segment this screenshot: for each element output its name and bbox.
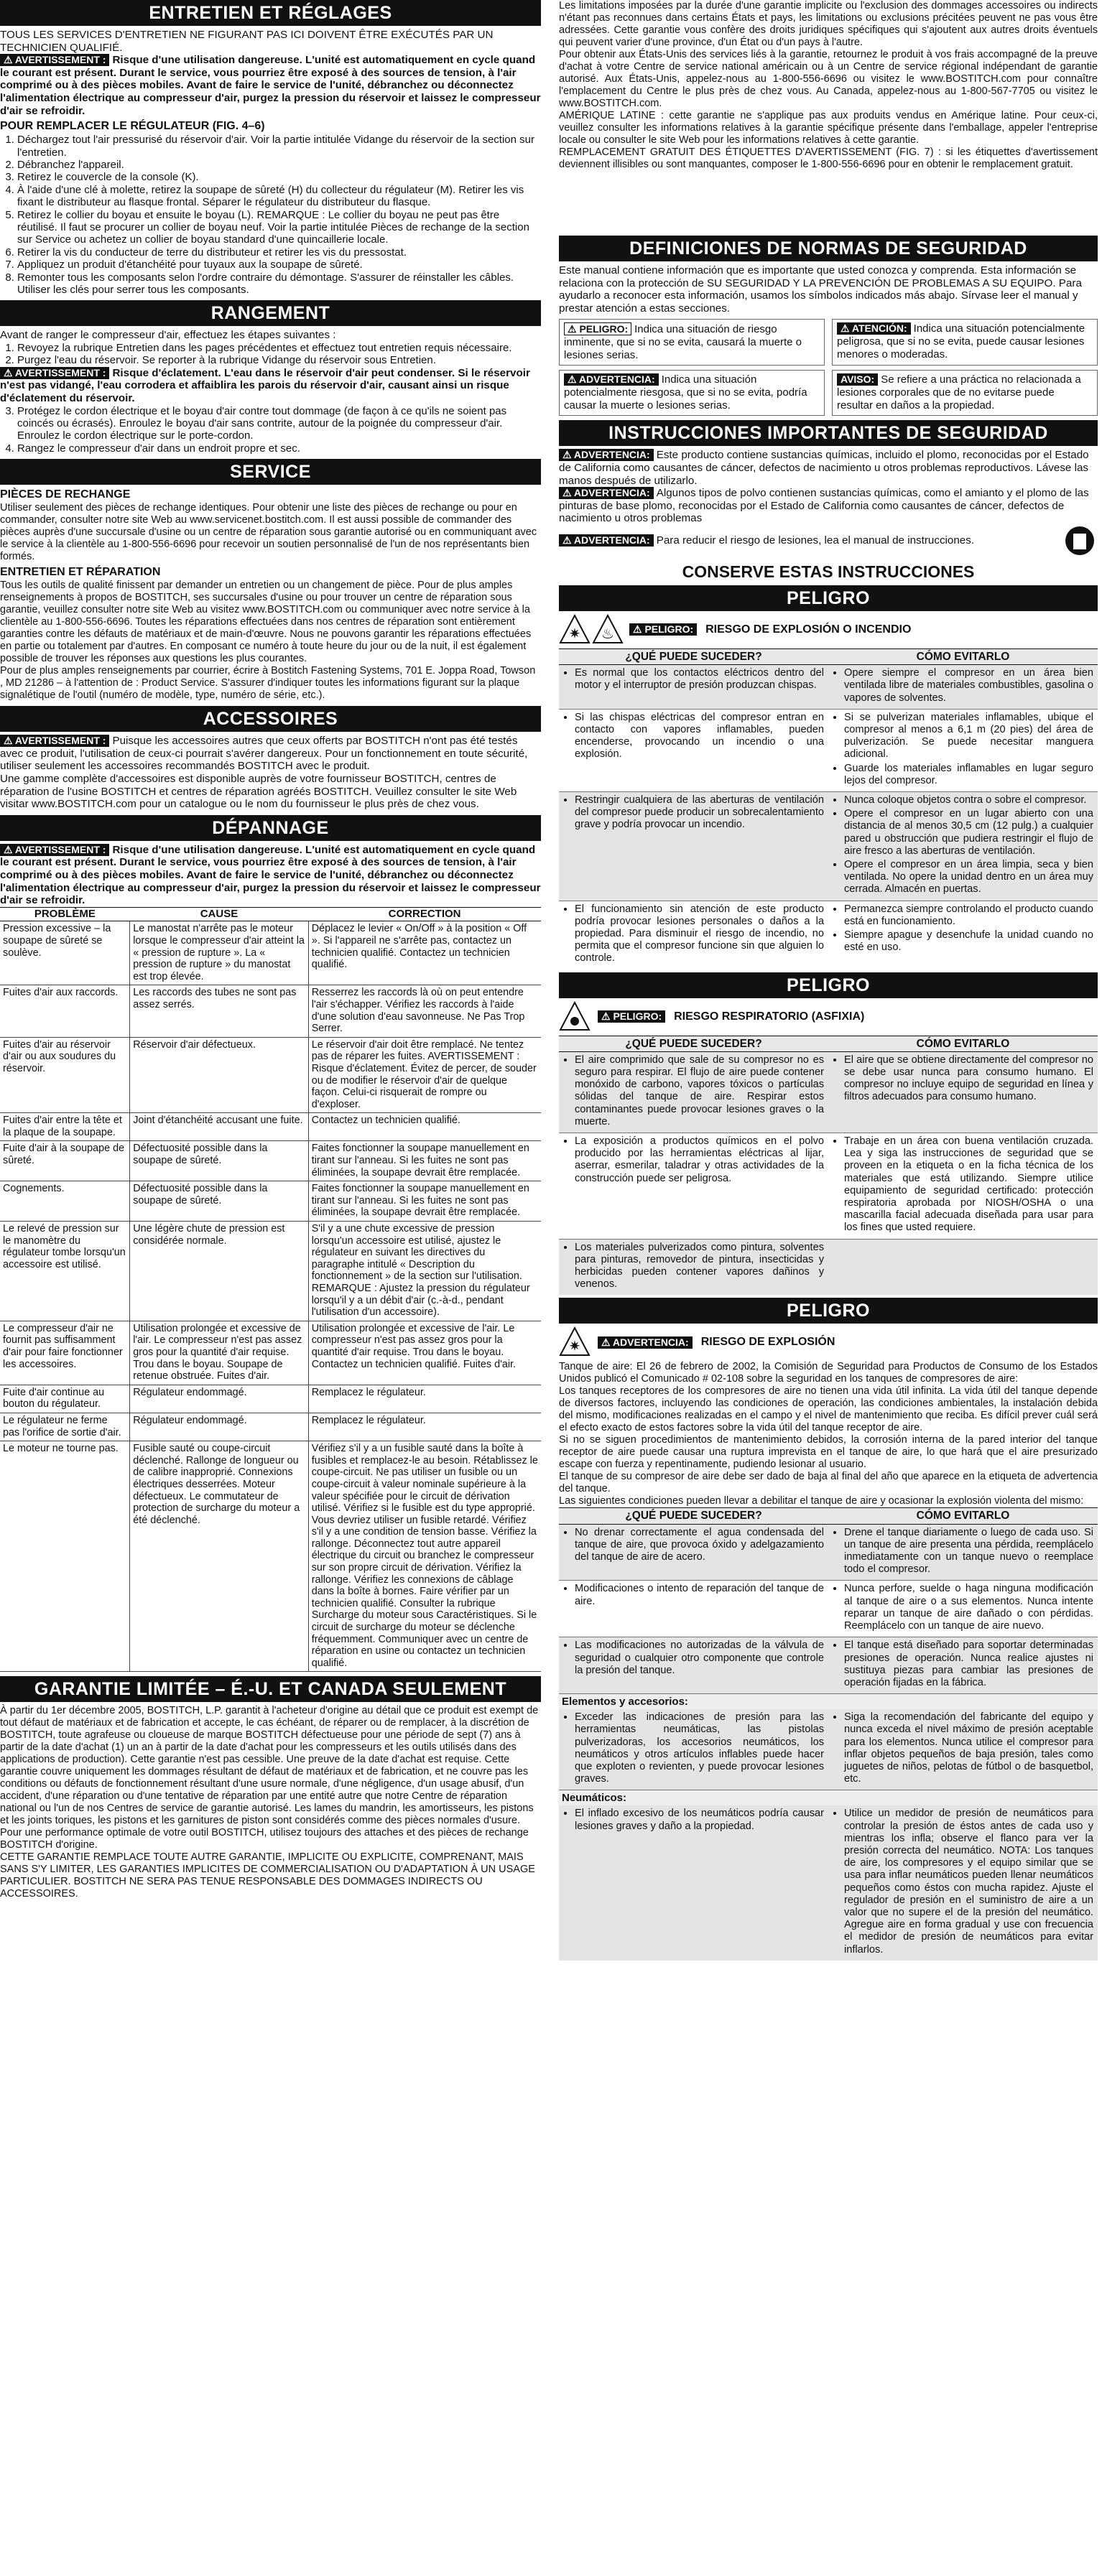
- hazard-table-neumaticos: [559, 1805, 1098, 1960]
- list-item: 1. Revoyez la rubrique Entretien dans les pages précédentes et effectuez tout entretien requis nécessaire.: [17, 342, 541, 354]
- instr-2: Algunos tipos de polvo contienen sustancias químicas, como el amianto y el plomo de las pinturas de base plomo, reconocidas por el Estado de California como causantes de cáncer, defectos de nacimiento u otros problemas: [559, 487, 1089, 525]
- tanque-text5: Las siguientes condiciones pueden llevar a debilitar el tanque de aire y ocasionar la explosión violenta del mismo:: [559, 1495, 1084, 1507]
- table-cell: Réservoir d'air défectueux.: [130, 1037, 308, 1113]
- troubleshooting-table: [0, 907, 541, 1673]
- hazard-row: [559, 1805, 1098, 1960]
- read-manual-icon: [1062, 525, 1098, 557]
- instr-3: Para reducir el riesgo de lesiones, lea el manual de instrucciones.: [656, 534, 975, 547]
- hazard-how: • Guarde los materiales inflamables en lugar seguro lejos del compresor.: [844, 763, 1093, 787]
- hazard-row: [559, 1524, 1098, 1581]
- hazard-table-elementos: [559, 1709, 1098, 1790]
- conserve-heading: CONSERVE ESTAS INSTRUCCIONES: [682, 562, 975, 581]
- heading-instrucciones: INSTRUCCIONES IMPORTANTES DE SEGURIDAD: [559, 420, 1098, 446]
- remplacement-text: REMPLACEMENT GRATUIT DES ÉTIQUETTES D'AVERTISSEMENT (FIG. 7) : si les étiquettes d'avertissement deviennent illisibles ou sont manquantes, composer le 1-800-556-6696 pour en obtenir le remplacement gratuit.: [559, 147, 1098, 170]
- table-row: [0, 921, 541, 985]
- col-correction: CORRECTION: [308, 907, 541, 921]
- table-cell: Joint d'étanchéité accusant une fuite.: [130, 1113, 308, 1141]
- table-cell: Faites fonctionner la soupape manuellement en tirant sur l'anneau. Si les fuites ne sont pas éliminées, la soupape devrait être remplacée.: [308, 1141, 541, 1181]
- svg-text:♨: ♨: [601, 626, 614, 642]
- table-cell: Déplacez le levier « On/Off » à la position « Off ». Si l'appareil ne s'arrête pas, contactez un technicien qualifié. Contactez un technicien qualifié.: [308, 921, 541, 985]
- table-cell: Fusible sauté ou coupe-circuit déclenché. Rallonge de longueur ou de calibre inapproprié. Connexions électriques desserrées. Moteur défectueux. Le commutateur de protection de surcharge du moteur a été déclenché.: [130, 1441, 308, 1672]
- instr-1: Este producto contiene sustancias químicas, incluido el plomo, reconocidas por el Estado de California como causantes de cáncer, defectos de nacimiento u otros problemas reproductivos. Lávese las manos después de utilizarlo.: [559, 449, 1089, 487]
- svg-text:✷: ✷: [568, 626, 581, 642]
- list-item: 4. Rangez le compresseur d'air dans un endroit propre et sec.: [17, 442, 541, 455]
- heading-regulateur: POUR REMPLACER LE RÉGULATEUR (FIG. 4–6): [0, 120, 265, 133]
- list-item: 3. Protégez le cordon électrique et le boyau d'air contre tout dommage (de façon à ce qu'ils ne soient pas coincés ou écrasés). Enroulez le boyau d'air sans contrite, autour de la poignée du compresseur d'air. Enroulez le cordon électrique sur le porte-cordon.: [17, 405, 541, 442]
- heading-definiciones: DEFINICIONES DE NORMAS DE SEGURIDAD: [559, 236, 1098, 261]
- heading-entretien-reparation: ENTRETIEN ET RÉPARATION: [0, 566, 161, 579]
- garantie-text2: CETTE GARANTIE REMPLACE TOUTE AUTRE GARANTIE, IMPLICITE OU EXPLICITE, COMPRENANT, MAIS SANS S'Y LIMITER, LES GARANTIES IMPLICITES DE COMMERCIALISATION OU D'ADAPTATION À UN USAGE PARTICULIER. BOSTITCH NE SERA PAS TENUE RESPONSABLE DES DOMMAGES INDIRECTS OU ACCESSOIRES.: [0, 1851, 535, 1900]
- hazard-how: • Utilice un medidor de presión de neumáticos para controlar la presión de éstos antes de cada uso y mientras los infla; observe el flanco para ver la presión correcta del neumático. NOTA: Los tanques de aire, los compresores y el equipo similar que se usa para inflar neumáticos pueden llenar neumáticos pequeños como éstos con mucha rapidez. Ajuste el regulador de presión en el suministro de aire a un valor que no supere el de la presión del neumático. Agregue aire en forma gradual y use con frecuencia el medidor de presión de neumáticos para evitar inflarlos.: [844, 1808, 1093, 1956]
- left-column: [0, 0, 541, 1900]
- list-item: 5. Retirez le collier du boyau et ensuite le boyau (L). REMARQUE : Le collier du boyau ne peut pas être réutilisé. Il faut se procurer un collier de boyau neuf. Voir la partie intitulée Pièces de rechange de la section sur Service ou achetez un collier de boyau standard d'une quincaillerie locale.: [17, 209, 541, 246]
- definiciones-text: Este manual contiene información que es importante que usted conozca y comprenda. Esta información se relaciona con la protección de SU SEGURIDAD Y LA PREVENCIÓN DE PROBLEMAS A SU EQUIPO. Para ayudarlo a reconocer esta información, usamos los símbolos indicados más abajo. Sírvase leer el manual y prestar atención a estas secciones.: [559, 264, 1082, 315]
- tanque-text2: Los tanques receptores de los compresores de aire no tienen una vida útil infinita. La vida útil del tanque depende de diversos factores, incluyendo las condiciones de operación, las condiciones ambientales, la instalación debida del mismo, modificaciones realizadas en el campo y el nivel de mantenimiento que reciba. Es difícil prever cuál será el efecto exacto de estos factores sobre la vida útil del tanque receptor de aire.: [559, 1385, 1098, 1434]
- table-cell: Resserrez les raccords là où on peut entendre l'air s'échapper. Vérifiez les raccords à l'aide d'une solution d'eau savonneuse. Ne Pas Trop Serrer.: [308, 985, 541, 1037]
- table-cell: Le relevé de pression sur le manomètre du régulateur tombe lorsqu'un accessoire est utilisé.: [0, 1222, 130, 1321]
- warning-label: ⚠ AVERTISSEMENT :: [0, 735, 109, 747]
- hazard-what: • Es normal que los contactos eléctricos dentro del motor y el interruptor de presión produzcan chispas.: [575, 667, 824, 692]
- accessoires-warning: Puisque les accessoires autres que ceux offerts par BOSTITCH n'ont pas été testés avec ce produit, l'utilisation de ceux-ci pourrait s'avérer dangereux. Pour un fonctionnement en toute sécurité, utiliser seulement les accessoires recommandés BOSTITCH avec le produit.: [0, 735, 528, 773]
- list-item: 2. Débranchez l'appareil.: [17, 159, 541, 171]
- neumaticos-label: Neumáticos:: [559, 1790, 1098, 1805]
- table-cell: Une légère chute de pression est considérée normale.: [130, 1222, 308, 1321]
- hazard-row: [559, 1581, 1098, 1637]
- list-item: 8. Remonter tous les composants selon l'ordre contraire du démontage. S'assurer de réinstaller les câbles. Utiliser les clés pour serrer tous les composants.: [17, 271, 541, 297]
- table-cell: Régulateur endommagé.: [130, 1413, 308, 1441]
- elementos-label: Elementos y accesorios:: [559, 1693, 1098, 1709]
- list-item: 1. Déchargez tout l'air pressurisé du réservoir d'air. Voir la partie intitulée Vidange du réservoir de la section sur l'entretien.: [17, 134, 541, 159]
- hazard-how: • Si se pulverizan materiales inflamables, ubique el compresor al menos a 6,1 m (20 pies) del área de pulverización. Se puede necesitar manguera adicional.: [844, 712, 1093, 761]
- hazard-how: • Siempre apague y desenchufe la unidad cuando no esté en uso.: [844, 929, 1093, 954]
- hazard-table-1: ¿QUÉ PUEDE SUCEDER? CÓMO EVITARLO • Es normal que los contactos eléctricos dentro del motor y el interruptor de presión produzcan chispas. • Opere siempre el compresor en un área bien ventilada libre de materiales combustibles, gasolina o vapores de solventes. • Si las chispas eléctricas del compresor entran en contacto con vapores inflamables, pueden encenderse, provocando un incendio o una explosión. • Si se pulverizan materiales inflamables, ubique el compresor al menos a 6,1 m (20 pies) del área de pulverización. Se puede necesitar manguera adicional. • Guarde los materiales inflamables en lugar seguro lejos del compresor. • Restringir cualquiera de las aberturas de ventilación del compresor puede producir un sobrecalentamiento grave y podría provocar un incendio. • Nunca coloque objetos contra o sobre el compresor. • Opere el compresor en un lugar abierto con una distancia de al menos 30,5 cm (12 pulg.) a cualquier pared u obstrucción que pudiera restringir el flujo de aire fresco a las aberturas de ventilación. • Opere el compresor en un área limpia, seca y bien ventilada. No opere la unidad dentro en un área muy cerrada. Almacén en puertas. • El funcionamiento sin atención de este producto podría provocar lesiones personales o daños a la propiedad. Para disminuir el riesgo de incendio, no permita que el compresor funcione sin que alguien lo controle. • Permanezca siempre controlando el producto cuando está en funcionamiento. • Siempre apague y desenchufe la unidad cuando no esté en uso.: [559, 648, 1098, 970]
- table-row: [0, 1141, 541, 1181]
- limitations-text: Les limitations imposées par la durée d'une garantie implicite ou l'exclusion des dommages accessoires ou indirects n'étant pas reconnues dans certains États et pays, les limitations ou exclusions précitées peuvent ne pas vous être adressées. Cette garantie vous confère des droits juridiques spécifiques qui s'ajoutent aux autres droits éventuels qui peuvent varier d'une province, d'un État ou d'un pays à l'autre.: [559, 0, 1098, 48]
- hazard-what: • Las modificaciones no autorizadas de la válvula de seguridad o cualquier otro componente que controle la presión del tanque.: [575, 1640, 824, 1677]
- tanque-text3: Si no se siguen procedimientos de mantenimiento debidos, la corrosión interna de la pared interior del tanque receptor de aire puede causar una ruptura imprevista en el tanque de aire, lo que hará que el aire presurizado escape con fuerza y repentinamente, pudiendo lesionar al usuario.: [559, 1434, 1098, 1471]
- hazard-row: [559, 1709, 1098, 1790]
- hazard-what: • No drenar correctamente el agua condensada del tanque de aire, que provoca óxido y adelgazamiento del tanque de aire de acero.: [575, 1527, 824, 1564]
- table-cell: Cognements.: [0, 1181, 130, 1222]
- table-row: [0, 985, 541, 1037]
- heading-service: SERVICE: [0, 459, 541, 485]
- hazard-row: [559, 1133, 1098, 1240]
- table-cell: Pression excessive – la soupape de sûreté se soulève.: [0, 921, 130, 985]
- table-row: [0, 1385, 541, 1413]
- table-cell: Remplacez le régulateur.: [308, 1413, 541, 1441]
- hazard-how: • Trabaje en un área con buena ventilación cruzada. Lea y siga las instrucciones de seguridad que se proveen en la etiqueta o en la ficha técnica de los materiales que está utilizando. Siempre utilice equipamiento de seguridad certificado: protección respiratoria aprobada por NIOSH/OSHA o una mascarilla facial adecuada diseñada para usar para los fines que usted requiere.: [844, 1135, 1093, 1234]
- hazard-how: • Nunca coloque objetos contra o sobre el compresor.: [844, 794, 1093, 806]
- hazard-what: • El funcionamiento sin atención de este producto podría provocar lesiones personales o daños a la propiedad. Para disminuir el riesgo de incendio, no permita que el compresor funcione sin que alguien lo controle.: [575, 903, 824, 965]
- hazard-row: [559, 791, 1098, 901]
- explosion-fire-icon: [559, 614, 624, 646]
- right-column: Les limitations imposées par la durée d'une garantie implicite ou l'exclusion des dommages accessoires ou indirects n'étant pas reconnues dans certains États et pays, les limitations ou exclusions précitées peuvent ne pas vous être adressées. Cette garantie vous confère des droits juridiques spécifiques qui s'ajoutent aux autres droits éventuels qui peuvent varier d'une province, d'un État ou d'un pays à l'autre. Pour obtenir aux États-Unis des services liés à la garantie, retournez le produit à vos frais accompagné de la preuve d'achat à votre Centre de service national américain ou à un Centre de service régional indépendant de garantie autorisé. Aux États-Unis, appelez-nous au 1-800-556-6696 ou visitez le www.BOSTITCH.com pour connaître l'emplacement du Centre le plus près de chez vous. Au Canada, appelez-nous au 1-800-567-7705 ou visitez le www.BOSTITCH.com. AMÉRIQUE LATINE : cette garantie ne s'applique pas aux produits vendus en Amérique latine. Pour ceux-ci, veuillez consulter les informations relatives à la garantie spécifique présente dans l'emballage, appeler l'entreprise locale ou consulter le site Web pour les informations relatives à cette garantie. REMPLACEMENT GRATUIT DES ÉTIQUETTES D'AVERTISSEMENT (FIG. 7) : si les étiquettes d'avertissement deviennent illisibles ou sont manquantes, composer le 1-800-556-6696 pour en obtenir le remplacement gratuit. DEFINICIONES DE NORMAS DE SEGURIDAD Este manual contiene información que es importante que usted conozca y comprenda. Esta información se relaciona con la protección de SU SEGURIDAD Y LA PREVENCIÓN DE PROBLEMAS A SU EQUIPO. Para ayudarlo a reconocer esta información, usamos los símbolos indicados más abajo. Sírvase leer el manual y prestar atención a estas secciones. ⚠ PELIGRO: Indica una situación de riesgo inminente, que si no se evita, causará la muerte o lesiones serias. ⚠ ATENCIÓN: Indica una situación potencialmente peligrosa, que si no se evita, puede causar lesiones menores o moderadas. ⚠ ADVERTENCIA: Indica una situación potencialmente riesgosa, que si no se evita, podría causar la muerte o lesiones serias. AVISO: Se refiere a una práctica no relacionada a lesiones corporales que de no evitarse puede resultar en daños a la propiedad. INSTRUCCIONES IMPORTANTES DE SEGURIDAD ⚠ ADVERTENCIA: Este producto contiene sustancias químicas, incluido el plomo, reconocidas por el Estado de California como causantes de cáncer, defectos de nacimiento u otros problemas reproductivos. Lávese las manos después de utilizarlo. ⚠ ADVERTENCIA: Algunos tipos de polvo contienen sustancias químicas, como el amianto y el plomo de las pinturas de base plomo, reconocidas por el Estado de California como causantes de cáncer, defectos de nacimiento u otros problemas ⚠ ADVERTENCIA: Para reducir el riesgo de lesiones, lea el manual de instrucciones. CONSERVE ESTAS INSTRUCCIONES PELIGRO ✷ ♨ ⚠ PELIGRO: RIESGO DE EXPLOSIÓN O INCENDIO ¿QUÉ PUEDE SUCEDER? CÓMO EVITARLO • Es normal que los contactos eléctricos dentro del motor y el interruptor de presión produzcan chispas. • Opere siempre el compresor en un área bien ventilada libre de materiales combustibles, gasolina o vapores de solventes. • Si las chispas eléctricas del compresor entran en contacto con vapores inflamables, pueden encenderse, provocando un incendio o una explosión. • Si se pulverizan materiales inflamables, ubique el compresor al menos a 6,1 m (20 pies) del área de pulverización. Se puede necesitar manguera adicional. • Guarde los materiales inflamables en lugar seguro lejos del compresor. • Restringir cualquiera de las aberturas de ventilación del compresor puede producir un sobrecalentamiento grave y podría provocar un incendio. • Nunca coloque objetos contra o sobre el compresor. • Opere el compresor en un lugar abierto con una distancia de al menos 30,5 cm (12 pulg.) a cualquier pared u obstrucción que pudiera restringir el flujo de aire fresco a las aberturas de ventilación. • Opere el compresor en un área limpia, seca y bien ventilada. No opere la unidad dentro en un área muy cerrada. Almacén en puertas. • El funcionamiento sin atención de este producto podría provocar lesiones personales o daños a la propiedad. Para disminuir el riesgo de incendio, no permita que el compresor funcione sin que alguien lo controle. • Permanezca siempre controlando el producto cuando está en funcionamiento. • Siempre apague y desenchufe la unidad cuando no esté en uso. PELIGRO ⚠ PELIGRO: RIESGO RESPIRATORIO (ASFIXIA) ¿QUÉ PUEDE SUCEDER? CÓMO EVITARLO • El aire comprimido que sale de su compresor no es seguro para respirar. El flujo de aire puede contener monóxido de carbono, vapores tóxicos o partículas sólidas del tanque de aire. Respirar estos contaminantes puede provocar lesiones graves o la muerte. • El aire que se obtiene directamente del compresor no se debe usar nunca para consumo humano. El compresor no incluye equipo de seguridad en línea y filtros adecuados para consumo humano. • La exposición a productos químicos en el polvo producido por las herramientas eléctricas al lijar, aserrar, esmerilar, taladrar y otras actividades de la construcción puede ser peligrosa. • Trabaje en un área con buena ventilación cruzada. Lea y siga las instrucciones de seguridad que se proveen en la etiqueta o en la ficha técnica de los materiales que está utilizando. Siempre utilice equipamiento de seguridad certificado: protección respiratoria aprobada por NIOSH/OSHA o una mascarilla facial adecuada diseñada para usar para los fines que usted requiere. • Los materiales pulverizados como pintura, solventes para pinturas, removedor de pintura, insecticidas y herbicidas pueden contener vapores dañinos y venenos. PELIGRO ✷ ⚠ ADVERTENCIA: RIESGO DE EXPLOSIÓN Tanque de aire: El 26 de febrero de 2002, la Comisión de Seguridad para Productos de Consumo de los Estados Unidos publicó el Comunicado # 02-108 sobre la seguridad en los tanques de compresores de aire: Los tanques receptores de los compresores de aire no tienen una vida útil infinita. La vida útil del tanque depende de diversos factores, incluyendo las condiciones de operación, las condiciones ambientales, la instalación debida del mismo, modificaciones realizadas en el campo y el nivel de mantenimiento que reciba. Es difícil prever cuál será el efecto exacto de estos factores sobre la vida útil del tanque receptor de aire. Si no se siguen procedimientos de mantenimiento debidos, la corrosión interna de la pared interior del tanque receptor de aire puede causar una ruptura imprevista en el tanque de aire, lo que hará que el aire presurizado escape con fuerza y repentinamente, pudiendo lesionar al usuario. El tanque de su compresor de aire debe ser dado de baja al final del año que aparece en la etiqueta de advertencia del tanque. Las siguientes condiciones pueden llevar a debilitar el tanque de aire y ocasionar la explosión violenta del mismo: ¿QUÉ PUEDE SUCEDER? CÓMO EVITARLO • No drenar correctamente el agua condensada del tanque de aire, que provoca óxido y adelgazamiento del tanque de aire de acero. • Drene el tanque diariamente o luego de cada uso. Si un tanque de aire presenta una pérdida, reemplácelo inmediatamente con un tanque nuevo o reemplace todo el compresor. • Modificaciones o intento de reparación del tanque de aire. • Nunca perfore, suelde o haga ninguna modificación al tanque de aire o a sus elementos. Nunca intente reparar un tanque de aire dañado o con pérdidas. Reemplácelo con un tanque de aire nuevo. • Las modificaciones no autorizadas de la válvula de seguridad o cualquier otro componente que controle la presión del tanque. • El tanque está diseñado para soportar determinadas presiones de operación. Nunca realice ajustes ni sustituya piezas para cambiar las presiones de operación fijadas en la fábrica. Elementos y accesorios: • Exceder las indicaciones de presión para las herramientas neumáticas, las pistolas pulverizadoras, los accesorios neumáticos, los neumáticos y otros artículos inflables puede hacer que exploten o revienten, y puede provocar lesiones graves. • Siga la recomendación del fabricante del equipo y nunca exceda el nivel máximo de presión aceptable para los elementos. Nunca utilice el compresor para inflar objetos pequeños de baja presión, tales como juguetes de niños, pelotas de fútbol o de basquetbol, etc. Neumáticos: • El inflado excesivo de los neumáticos podría causar lesiones graves y daño a la propiedad. • Utilice un medidor de presión de neumáticos para controlar la presión de éstos antes de cada uso y mientras los infla; observe el flanco para ver la presión correcta del neumático. NOTA: Los tanques de aire, los compresores y el equipo similar que se usa para inflar neumáticos pueden llenar neumáticos pequeños como éstos con mucha rapidez. Ajuste el regulador de presión en el suministro de aire a un valor que no supere el de la presión del neumático. Agregue aire en forma gradual y use con frecuencia el medidor de presión de neumáticos para evitar inflarlos.: [559, 0, 1098, 1961]
- heading-depannage: DÉPANNAGE: [0, 815, 541, 841]
- warning-label: ⚠ AVERTISSEMENT :: [0, 54, 109, 66]
- table-cell: Défectuosité possible dans la soupape de sûreté.: [130, 1181, 308, 1222]
- table-cell: Vérifiez s'il y a un fusible sauté dans la boîte à fusibles et remplacez-le au besoin. Rétablissez le coupe-circuit. Ne pas utiliser un fusible ou un coupe-circuit à valeur nominale supérieure à la valeur spécifiée pour le circuit de dérivation utilisé. Vérifiez si le fusible est du type approprié. Vous devriez utiliser un fusible retardé. Vérifiez s'il y a une condition de tension basse. Vérifiez la rallonge. Déconnectez tout autre appareil électrique du circuit ou branchez le compresseur sur son propre circuit de dérivation. Vérifiez la rallonge. Vérifiez les connexions de câblage dans la boîte à bornes. Faire vérifier par un technicien qualifié. Consulter la rubrique Surcharge du moteur sous Caractéristiques. Si le circuit de surcharge du moteur se déclenche fréquemment. Communiquer avec un centre de réparation en usine ou contactez un technicien qualifié.: [308, 1441, 541, 1672]
- entretien-intro: TOUS LES SERVICES D'ENTRETIEN NE FIGURANT PAS ICI DOIVENT ÊTRE EXÉCUTÉS PAR UN TECHNICIEN QUALIFIÉ.: [0, 29, 494, 54]
- table-cell: Les raccords des tubes ne sont pas assez serrés.: [130, 985, 308, 1037]
- table-cell: Le compresseur d'air ne fournit pas suffisamment d'air pour faire fonctionner les accessoires.: [0, 1321, 130, 1385]
- hazard-how: • El aire que se obtiene directamente del compresor no se debe usar nunca para consumo humano. El compresor no incluye equipo de seguridad en línea y filtros adecuados para consumo humano.: [844, 1054, 1093, 1104]
- explosion-icon: [559, 1326, 592, 1358]
- hazard-table-3: ¿QUÉ PUEDE SUCEDER? CÓMO EVITARLO • No drenar correctamente el agua condensada del tanque de aire, que provoca óxido y adelgazamiento del tanque de aire de acero. • Drene el tanque diariamente o luego de cada uso. Si un tanque de aire presenta una pérdida, reemplácelo inmediatamente con un tanque nuevo o reemplace todo el compresor. • Modificaciones o intento de reparación del tanque de aire. • Nunca perfore, suelde o haga ninguna modificación al tanque de aire o a sus elementos. Nunca intente reparar un tanque de aire dañado o con pérdidas. Reemplácelo con un tanque de aire nuevo. • Las modificaciones no autorizadas de la válvula de seguridad o cualquier otro componente que controle la presión del tanque. • El tanque está diseñado para soportar determinadas presiones de operación. Nunca realice ajustes ni sustituya piezas para cambiar las presiones de operación fijadas en la fábrica.: [559, 1507, 1098, 1693]
- list-item: 3. Retirez le couvercle de la console (K).: [17, 171, 541, 183]
- table-cell: Fuites d'air aux raccords.: [0, 985, 130, 1037]
- hazard-table-2: ¿QUÉ PUEDE SUCEDER? CÓMO EVITARLO • El aire comprimido que sale de su compresor no es seguro para respirar. El flujo de aire puede contener monóxido de carbono, vapores tóxicos o partículas sólidas del tanque de aire. Respirar estos contaminantes puede provocar lesiones graves o la muerte. • El aire que se obtiene directamente del compresor no se debe usar nunca para consumo humano. El compresor no incluye equipo de seguridad en línea y filtros adecuados para consumo humano. • La exposición a productos químicos en el polvo producido por las herramientas eléctricas al lijar, aserrar, esmerilar, taladrar y otras actividades de la construcción puede ser peligrosa. • Trabaje en un área con buena ventilación cruzada. Lea y siga las instrucciones de seguridad que se proveen en la etiqueta o en la ficha técnica de los materiales que está utilizando. Siempre utilice equipamiento de seguridad certificado: protección respiratoria aprobada por NIOSH/OSHA o una mascarilla facial adecuada diseñada para usar para los fines que usted requiere. • Los materiales pulverizados como pintura, solventes para pinturas, removedor de pintura, insecticidas y herbicidas pueden contener vapores dañinos y venenos.: [559, 1036, 1098, 1296]
- hazard-how: • Siga la recomendación del fabricante del equipo y nunca exceda el nivel máximo de presión aceptable para los elementos. Nunca utilice el compresor para inflar objetos pequeños de baja presión, tales como juguetes de niños, pelotas de fútbol o de basquetbol, etc.: [844, 1711, 1093, 1785]
- table-cell: Le moteur ne tourne pas.: [0, 1441, 130, 1672]
- tanque-text: Tanque de aire: El 26 de febrero de 2002, la Comisión de Seguridad para Productos de Consumo de los Estados Unidos publicó el Comunicado # 02-108 sobre la seguridad en los tanques de compresores de aire:: [559, 1361, 1098, 1385]
- hazard-how: • Nunca perfore, suelde o haga ninguna modificación al tanque de aire o a sus elementos. Nunca intente reparar un tanque de aire dañado o con pérdidas. Reemplácelo con un tanque de aire nuevo.: [844, 1583, 1093, 1632]
- hazard-row: [559, 1637, 1098, 1693]
- heading-garantie: GARANTIE LIMITÉE – É.-U. ET CANADA SEULEMENT: [0, 1676, 541, 1702]
- hazard-how: • Opere el compresor en un área limpia, seca y bien ventilada. No opere la unidad dentro en un área muy cerrada. Almacén en puertas.: [844, 859, 1093, 896]
- hazard-what: • Si las chispas eléctricas del compresor entran en contacto con vapores inflamables, pueden encenderse, provocando un incendio o una explosión.: [575, 712, 824, 761]
- accessoires-text: Une gamme complète d'accessoires est disponible auprès de votre fournisseur BOSTITCH, centres de réparation de l'usine BOSTITCH et centres de réparation agréés BOSTITCH. Veuillez consulter le site Web visitar www.BOSTITCH.com pour un catalogue ou le nom du fournisseur le plus près de chez vous.: [0, 773, 517, 811]
- heading-entretien: ENTRETIEN ET RÉGLAGES: [0, 0, 541, 26]
- entretien-warning: Risque d'une utilisation dangereuse. L'unité est automatiquement en cycle quand le courant est présent. Durant le service, vous pourriez être exposé à des sources de tension, à l'air comprimé ou à des pièces mobiles. Avant de faire le service de l'unité, débranchez ou déconnectez l'alimentation électrique au compresseur d'air, purgez la pression du réservoir et laissez le compresseur d'air se refroidir.: [0, 54, 541, 117]
- riesgo-2-title: RIESGO RESPIRATORIO (ASFIXIA): [674, 1010, 865, 1023]
- table-cell: Remplacez le régulateur.: [308, 1385, 541, 1413]
- table-cell: S'il y a une chute excessive de pression lorsqu'un accessoire est utilisé, ajustez le régulateur en suivant les directives du paragraphe intitulé « Description du fonctionnement » de la section sur l'utilisation. REMARQUE : Ajustez la pression du régulateur lorsqu'il y a un débit d'air (c.-à-d., pendant l'utilisation d'un accessoire).: [308, 1222, 541, 1321]
- amerique-text: AMÉRIQUE LATINE : cette garantie ne s'applique pas aux produits vendus en Amérique latine. Pour ceux-ci, veuillez consulter les informations relatives à la garantie spécifique présente dans l'emballage, appeler l'entreprise locale ou consulter le site Web pour les informations relatives à cette garantie.: [559, 110, 1098, 146]
- tanque-text4: El tanque de su compresor de aire debe ser dado de baja al final del año que aparece en la etiqueta de advertencia del tanque.: [559, 1471, 1098, 1495]
- table-cell: Fuites d'air au réservoir d'air ou aux soudures du réservoir.: [0, 1037, 130, 1113]
- hazard-how: • Opere siempre el compresor en un área bien ventilada libre de materiales combustibles, gasolina o vapores de solventes.: [844, 667, 1093, 705]
- table-cell: Le manostat n'arrête pas le moteur lorsque le compresseur d'air atteint la « pression de rupture ». La « pression de rupture » du manostat est trop élevée.: [130, 921, 308, 985]
- warning-label: ⚠ AVERTISSEMENT :: [0, 844, 109, 856]
- table-cell: Utilisation prolongée et excessive de l'air. Le compresseur n'est pas assez gros pour la quantité d'air requise. Trou dans le boyau. Soupape de retenue obstruée. Fuites d'air.: [130, 1321, 308, 1385]
- peligro-band-3: PELIGRO: [559, 1298, 1098, 1324]
- obtenir-text: Pour obtenir aux États-Unis des services liés à la garantie, retournez le produit à vos frais accompagné de la preuve d'achat à votre Centre de service national américain ou à un Centre de service régional indépendant de garantie autorisé. Aux États-Unis, appelez-nous au 1-800-556-6696 ou visitez le www.BOSTITCH.com pour connaître l'emplacement du Centre le plus près de chez vous. Au Canada, appelez-nous au 1-800-567-7705 ou visitez le www.BOSTITCH.com.: [559, 49, 1098, 109]
- list-item: 2. Purgez l'eau du réservoir. Se reporter à la rubrique Vidange du réservoir sous Entretien.: [17, 354, 541, 366]
- hazard-what: • Restringir cualquiera de las aberturas de ventilación del compresor puede producir un sobrecalentamiento grave y podría provocar un incendio.: [575, 794, 824, 832]
- hazard-what: • Los materiales pulverizados como pintura, solventes para pinturas, removedor de pintura, insecticidas y herbicidas pueden contener vapores dañinos y venenos.: [575, 1242, 824, 1291]
- riesgo-3-title: RIESGO DE EXPLOSIÓN: [700, 1336, 835, 1349]
- warning-label: ⚠ AVERTISSEMENT :: [0, 367, 109, 379]
- svg-text:✷: ✷: [568, 1339, 581, 1355]
- table-row: [0, 1037, 541, 1113]
- hazard-what: • El inflado excesivo de los neumáticos podría causar lesiones graves y daño a la propiedad.: [575, 1808, 824, 1832]
- hazard-row: [559, 665, 1098, 710]
- table-row: [0, 1441, 541, 1672]
- rangement-intro: Avant de ranger le compresseur d'air, effectuez les étapes suivantes :: [0, 329, 336, 342]
- table-row: [0, 1321, 541, 1385]
- hazard-row: [559, 1239, 1098, 1295]
- table-row: [0, 1113, 541, 1141]
- heading-rangement: RANGEMENT: [0, 300, 541, 326]
- hazard-what: • Modificaciones o intento de reparación del tanque de aire.: [575, 1583, 824, 1607]
- depannage-warning: Risque d'une utilisation dangereuse. L'unité est automatiquement en cycle quand le courant est présent. Durant le service, vous pourriez être exposé à des sources de tension, à l'air comprimé ou à des pièces mobiles. Avant de faire le service de l'unité, débranchez ou déconnectez l'alimentation électrique au compresseur d'air, purgez la pression du réservoir et laissez le compresseur d'air se refroidir.: [0, 843, 541, 907]
- entretien-reparation-text2: Pour de plus amples renseignements par courrier, écrire à Bostitch Fastening Systems, 701 E. Joppa Road, Towson , MD 21286 – à l'attention de : Product Service. S'assurer d'indiquer toutes les informations figurant sur la plaque signalétique de l'outil (numéro de modèle, type, numéro de série, etc.).: [0, 665, 536, 702]
- list-item: 7. Appliquez un produit d'étanchéité pour tuyaux aux la soupape de sûreté.: [17, 259, 541, 271]
- entretien-reparation-text: Tous les outils de qualité finissent par demander un entretien ou un changement de pièce. Pour de plus amples renseignements à propos de BOSTITCH, ses succursales d'usine ou pour trouver un centre de réparation sous garantie, veuillez consulter notre site Web au visitez www.BOSTITCH.com ou communiquer avec notre service à la clientèle au 1-800-556-6696. Toutes les réparations effectuées dans nos centres de réparation sont entièrement garanties contre les défauts de matériaux et de main-d'œuvre. Nous ne pouvons garantir les réparations effectuées en partie ou totalement par d'autres. En composant ce numéro à toute heure du jour ou de la nuit, il est également possible de trouver les réponses aux questions les plus courantes.: [0, 580, 532, 665]
- table-cell: Le réservoir d'air doit être remplacé. Ne tentez pas de réparer les fuites. AVERTISSEMENT : Risque d'éclatement. Évitez de percer, de souder ou de modifier le réservoir d'air de quelque façon. Celui-ci risquerait de rompre ou d'exploser.: [308, 1037, 541, 1113]
- table-row: [0, 1413, 541, 1441]
- table-row: [0, 1222, 541, 1321]
- table-cell: Contactez un technicien qualifié.: [308, 1113, 541, 1141]
- hazard-row: [559, 1051, 1098, 1133]
- steps-rangement-b: [0, 405, 541, 455]
- hazard-how: • Opere el compresor en un lugar abierto con una distancia de al menos 30,5 cm (12 pulg.) a cualquier pared u obstrucción que pudiera restringir el flujo de aire fresco a las aberturas de ventilación.: [844, 808, 1093, 857]
- heading-accessoires: ACCESSOIRES: [0, 706, 541, 732]
- respiratory-icon: [559, 1001, 592, 1033]
- def-advertencia: ⚠ ADVERTENCIA: Indica una situación potencialmente riesgosa, que si no se evita, podría causar la muerte o lesiones serias.: [559, 370, 825, 416]
- def-aviso: AVISO: Se refiere a una práctica no relacionada a lesiones corporales que de no evitarse puede resultar en daños a la propiedad.: [832, 370, 1098, 416]
- hazard-row: [559, 709, 1098, 791]
- table-cell: Fuite d'air à la soupape de sûreté.: [0, 1141, 130, 1181]
- col-probleme: PROBLÈME: [0, 907, 130, 921]
- hazard-how: • El tanque está diseñado para soportar determinadas presiones de operación. Nunca realice ajustes ni sustituya piezas para cambiar las presiones de operación fijadas en la fábrica.: [844, 1640, 1093, 1689]
- pieces-text: Utiliser seulement des pièces de rechange identiques. Pour obtenir une liste des pièces de rechange ou pour en commander, consulter notre site Web au www.servicenet.bostitch.com. Il est aussi possible de commander des pièces auprès d'une succursale d'usine ou un centre de réparation sous garantie autorisé ou en communiquant avec le service à la clientèle au 1-800-556-6696 pour recevoir un soutien personnalisé de l'un de nos représentants bien formés.: [0, 502, 537, 563]
- peligro-band-2: PELIGRO: [559, 972, 1098, 998]
- steps-rangement-a: [0, 342, 541, 367]
- hazard-how: • Permanezca siempre controlando el producto cuando está en funcionamiento.: [844, 903, 1093, 928]
- hazard-how: • Drene el tanque diariamente o luego de cada uso. Si un tanque de aire presenta una pérdida, reemplácelo inmediatamente con un tanque nuevo o reemplace todo el compresor.: [844, 1527, 1093, 1576]
- table-cell: Régulateur endommagé.: [130, 1385, 308, 1413]
- table-cell: Utilisation prolongée et excessive de l'air. Le compresseur n'est pas assez gros pour la quantité d'air requise. Trou dans le boyau. Contactez un technicien qualifié. Fuites d'air.: [308, 1321, 541, 1385]
- hazard-row: [559, 901, 1098, 970]
- peligro-band-1: PELIGRO: [559, 585, 1098, 611]
- hazard-what: • La exposición a productos químicos en el polvo producido por las herramientas eléctricas al lijar, aserrar, esmerilar, taladrar y otras actividades de la construcción puede ser peligrosa.: [575, 1135, 824, 1185]
- table-cell: Défectuosité possible dans la soupape de sûreté.: [130, 1141, 308, 1181]
- heading-pieces: PIÈCES DE RECHANGE: [0, 488, 131, 501]
- table-cell: Fuite d'air continue au bouton du régulateur.: [0, 1385, 130, 1413]
- table-cell: Fuites d'air entre la tête et la plaque de la soupape.: [0, 1113, 130, 1141]
- list-item: 4. À l'aide d'une clé à molette, retirez la soupape de sûreté (H) du collecteur du régulateur (M). Retirer les vis fixant le distributeur au flasque frontal. Séparer le régulateur du distributeur du flasque.: [17, 184, 541, 209]
- col-cause: CAUSE: [130, 907, 308, 921]
- def-atencion: ⚠ ATENCIÓN: Indica una situación potencialmente peligrosa, que si no se evita, puede causar lesiones menores o moderadas.: [832, 319, 1098, 366]
- table-row: [0, 1181, 541, 1222]
- def-peligro: ⚠ PELIGRO: Indica una situación de riesgo inminente, que si no se evita, causará la muerte o lesiones serias.: [559, 319, 825, 366]
- list-item: 6. Retirer la vis du conducteur de terre du distributeur et retirer les vis du pressostat.: [17, 246, 541, 259]
- hazard-what: • El aire comprimido que sale de su compresor no es seguro para respirar. El flujo de aire puede contener monóxido de carbono, vapores tóxicos o partículas sólidas del tanque de aire. Respirar estos contaminantes puede provocar lesiones graves o la muerte.: [575, 1054, 824, 1128]
- steps-regulateur: [0, 134, 541, 296]
- hazard-what: • Exceder las indicaciones de presión para las herramientas neumáticas, las pistolas pulverizadoras, los accesorios neumáticos, los neumáticos y otros artículos inflables puede hacer que exploten o revienten, y puede provocar lesiones graves.: [575, 1711, 824, 1785]
- table-cell: Faites fonctionner la soupape manuellement en tirant sur l'anneau. Si les fuites ne sont pas éliminées, la soupape devrait être remplacée.: [308, 1181, 541, 1222]
- table-cell: Le régulateur ne ferme pas l'orifice de sortie d'air.: [0, 1413, 130, 1441]
- garantie-text: À partir du 1er décembre 2005, BOSTITCH, L.P. garantit à l'acheteur d'origine au détail que ce produit est exempt de tout défaut de matériaux et de fabrication et accepte, le cas échéant, de réparer ou de remplacer, à la discrétion de BOSTITCH, toute agrafeuse ou cloueuse de marque BOSTITCH défectueuse pour une période de sept (7) ans à partir de la date d'achat (1) un an à partir de la date d'achat pour les compresseurs et les outils utilisés dans des applications de production). Cette garantie n'est pas cessible. Une preuve de la date d'achat est requise. Cette garantie couvre uniquement les dommages résultant de défaut de matériaux et de fabrication, et ne couvre pas les conditions ou défauts de fonctionnement résultant d'une usure normale, d'une négligence, d'un usage abusif, d'un accident, d'une réparation ou d'une tentative de réparation par une entité autre que notre Centre de réparation national ou l'un de nos Centres de service de garantie autorisé. Les lames du mandrin, les amortisseurs, les pistons et les joints toriques, les pistons et les garnitures de piston sont considérés comme des pièces normales d'usure. Pour une performance optimale de votre outil BOSTITCH, utilisez toujours des attaches et des pièces de rechange BOSTITCH d'origine.: [0, 1705, 539, 1851]
- definitions-grid: [559, 319, 1098, 416]
- rangement-warning: Risque d'éclatement. L'eau dans le réservoir d'air peut condenser. Si le réservoir n'est pas vidangé, l'eau corrodera et affaiblira les parois du réservoir d'air, causant ainsi un risque d'éclatement du réservoir.: [0, 366, 530, 405]
- riesgo-1-title: RIESGO DE EXPLOSIÓN O INCENDIO: [705, 623, 912, 636]
